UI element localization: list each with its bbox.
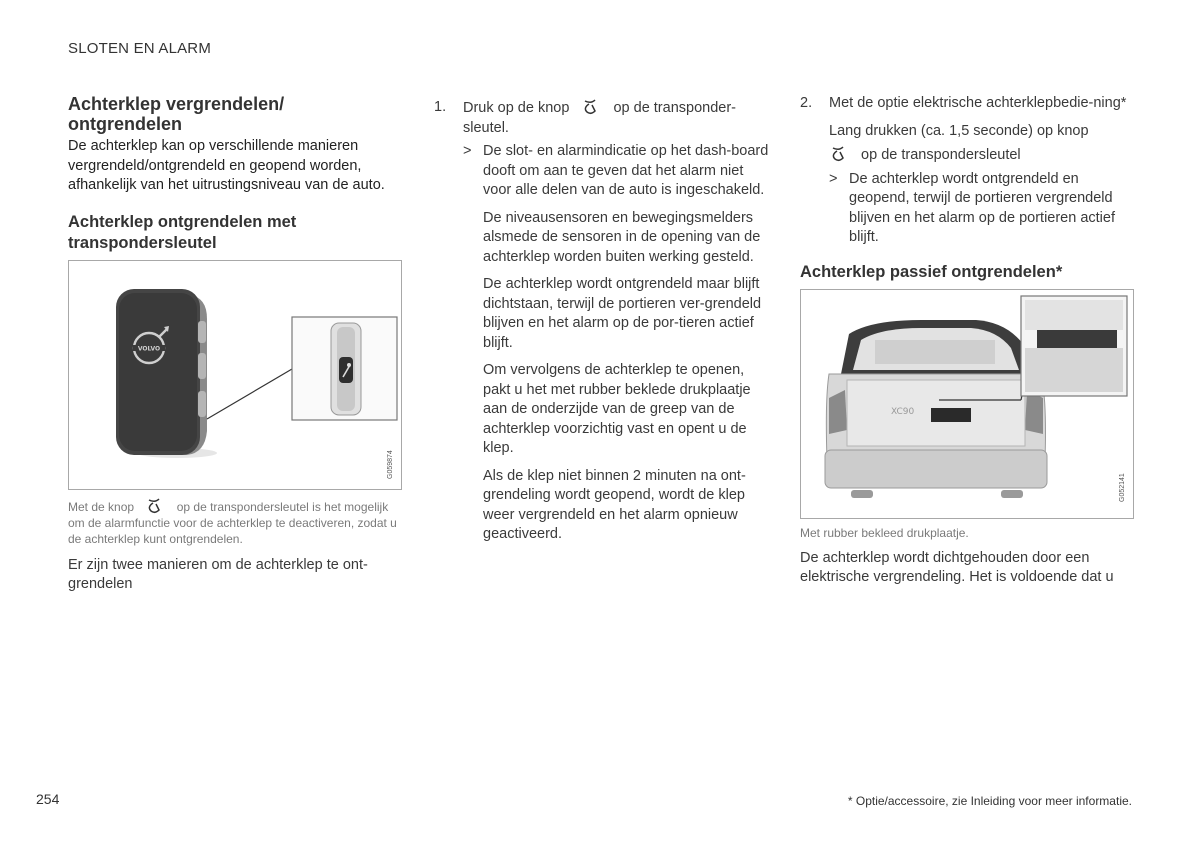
step-number: 2. [800, 95, 813, 111]
paragraph-open: Om vervolgens de achterklep te openen, pakt u het met rubber beklede drukplaatje aan de onderzijde van de greep van de achterklep voorzichtig vast en opent u de klep. [483, 362, 751, 456]
step-1-text-start: Druk op de knop [463, 100, 570, 116]
footnote: * Optie/accessoire, zie Inleiding voor meer informatie. [847, 794, 1132, 808]
key-fob-figure [68, 260, 402, 490]
column-3 [800, 94, 1134, 588]
paragraph-unlocked: De achterklep wordt ontgrendeld maar blijft dichtstaan, terwijl de portieren ver-grendeld blijven en het alarm op de por-tieren actief blijft. [483, 276, 762, 351]
result-marker: > [829, 170, 838, 187]
step-2 [800, 94, 1134, 114]
car-rear-figure [800, 289, 1134, 519]
intro-paragraph: De achterklep kan op verschillende manieren vergrendeld/ontgrendeld en geopend worden, afhankelijk van het uitrustingsniveau van de auto. [68, 138, 385, 193]
tailgate-unlock-icon [829, 145, 849, 163]
page-section-title: SLOTEN EN ALARM [68, 40, 212, 57]
car-model-badge: XC90 [891, 406, 915, 417]
passive-body: De achterklep wordt dichtgehouden door een elektrische vergrendeling. Het is voldoende dat u [800, 549, 1114, 585]
step-1-text-end: op de transponder-sleutel. [463, 100, 736, 136]
figure-caption [68, 497, 402, 547]
result-marker: > [463, 143, 472, 159]
figure-code: G059874 [387, 449, 394, 479]
tailgate-unlock-icon [145, 497, 165, 515]
result-text: De achterklep wordt ontgrendeld en geopend, terwijl de portieren vergrendeld blijven en het alarm op de portieren actief blijft. [849, 170, 1115, 245]
column-2 [434, 98, 769, 545]
page-number: 254 [36, 791, 60, 807]
subheading-passive: Achterklep passief ontgrendelen* [800, 262, 1063, 281]
long-press-text: Lang drukken (ca. 1,5 seconde) op knop [829, 122, 1089, 139]
long-press-icon-line [800, 145, 1134, 166]
step-2-text: Met de optie elektrische achterklepbedie-ning* [829, 95, 1127, 111]
paragraph-sensors: De niveausensoren en bewegingsmelders alsmede de sensoren in de opening van de achterklep worden buiten werking gesteld. [483, 209, 761, 265]
ways-paragraph: Er zijn twee manieren om de achterklep te ont-grendelen [68, 556, 368, 592]
caption-text-start: Met de knop [68, 499, 135, 514]
figure-code: G052141 [1119, 472, 1126, 502]
column-1 [68, 94, 402, 595]
section-heading: Achterklep vergrendelen/ ontgrendelen [68, 94, 285, 134]
figure-caption: Met rubber bekleed drukplaatje. [800, 525, 969, 540]
key-fob-illustration [69, 261, 401, 489]
step-2-result [800, 170, 1134, 248]
svg-text:VOLVO: VOLVO [137, 345, 161, 352]
tailgate-unlock-icon [581, 98, 601, 116]
result-text: De slot- en alarmindicatie op het dash-board dooft om aan te geven dat het alarm niet voor alle delen van de auto is ingeschakeld. [483, 143, 769, 198]
step-1-result [434, 142, 769, 201]
long-press-text-end: op de transpondersleutel [861, 147, 1021, 163]
subheading-transponder: Achterklep ontgrendelen met transpondersleutel [68, 212, 297, 252]
step-number: 1. [434, 99, 447, 115]
caption-text-end: op de transpondersleutel is het mogelijk om de alarmfunctie voor de achterklep te deactiveren, zodat u de achterklep kunt ontgrendelen. [68, 499, 397, 546]
paragraph-relock: Als de klep niet binnen 2 minuten na ont-grendeling wordt geopend, wordt de klep weer vergrendeld en het alarm opnieuw geactiveerd. [483, 467, 746, 542]
car-rear-illustration [801, 290, 1133, 518]
step-1 [434, 98, 769, 138]
